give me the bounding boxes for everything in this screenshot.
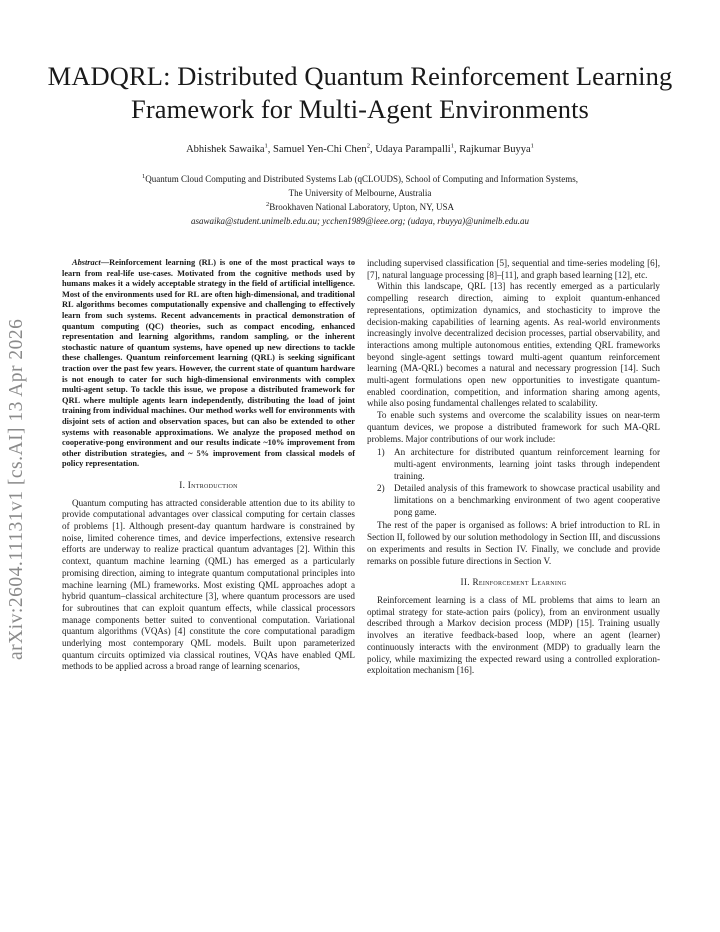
author-emails: asawaika@student.unimelb.edu.au; ycchen1989@ieee.org; (udaya, rbuyya)@unimelb.edu.au xyxy=(191,216,529,226)
abstract xyxy=(62,258,355,470)
author-affil-mark: 1 xyxy=(530,142,534,150)
contribution-list xyxy=(367,447,660,518)
paragraph: To enable such systems and overcome the scalability issues on near-term quantum devices, we propose a distributed framework for such MA-QRL problems. Major contributions of our work include: xyxy=(367,410,660,444)
list-item: 2) Detailed analysis of this framework to showcase practical usability and limitations on a benchmarking environment of two agent cooperative pong game. xyxy=(377,483,660,517)
section-heading-reinforcement-learning: II. Reinforcement Learning xyxy=(460,577,567,588)
paragraph: including supervised classification [5], sequential and time-series modeling [6], [7], natural language processing [8]–[11], and graph based learning [12], etc. xyxy=(367,258,660,280)
section-heading-introduction: I. Introduction xyxy=(179,479,238,490)
author-list: Abhishek Sawaika$^1$, Samuel Yen-Chi Chen$^2$, Udaya Parampalli$^1$, Rajkumar Buyya$^1$ xyxy=(186,142,534,155)
author-name: Abhishek Sawaika xyxy=(186,144,265,155)
author-name: Samuel Yen-Chi Chen xyxy=(273,144,367,155)
paragraph: Reinforcement learning is a class of ML problems that aims to learn an optimal strategy for state-action pairs (policy), from an environment usually described through a Markov decision process (MDP) [15]. Training usually involves an iterative feedback-based loop, where an agent (learner) continuously interacts with the environment (MDP) to gradually learn the policy, while maximizing the expected reward using a controlled exploration-exploitation mechanism [16]. xyxy=(367,594,660,676)
arxiv-stamp: arXiv:2604.11131v1 [cs.AI] 13 Apr 2026 xyxy=(6,318,27,660)
right-column xyxy=(367,258,660,677)
abstract-text: —Reinforcement learning (RL) is one of the most practical ways to learn from real-life use-cases. Motivated from the cognitive methods used by humans makes it a widely acceptable strategy in the field of artificial intelligence. Most of the environments used for RL are often high-dimensional, and traditional RL algorithms becomes computationally expensive and challenging to effectively learn from such systems. Recent advancements in practical demonstration of quantum computing (QC) theories, such as compact encoding, enhanced representation and learning algorithms, random sampling, or the inherent stochastic nature of quantum systems, have opened up new directions to tackle these challenges. Quantum reinforcement learning (QRL) is seeking significant traction over the past few years. However, the current state of quantum hardware is not enough to cater for such high-dimensional environments with complex multi-agent setup. To tackle this issue, we propose a distributed framework for QRL where multiple agents learn independently, distributing the load of joint training from individual machines. Our method works well for environments with disjoint sets of action and observation spaces, but can also be extended to other systems with reasonable approximations. We analyze the proposed method on cooperative-pong environment and our results indicate ~10% improvement from other distribution strategies, and ~ 5% improvement from classical models of policy representation. xyxy=(62,258,355,469)
affil-mark: 1 xyxy=(142,173,146,180)
affiliation-line: The University of Melbourne, Australia xyxy=(288,188,432,198)
left-column xyxy=(62,258,355,673)
author-name: Rajkumar Buyya xyxy=(459,144,531,155)
paragraph: Quantum computing has attracted considerable attention due to its ability to provide computational advantages over classical computing for certain classes of problems [1]. Although present-day quantum hardware is constrained by noise, limited coherence times, and device imperfections, extensive research efforts are underway to realize practical quantum advantages [2]. Within this context, quantum machine learning (QML) has emerged as a particularly promising direction, aiming to integrate quantum computational principles into machine learning (ML) frameworks. Most existing QML approaches adopt a hybrid quantum–classical architecture [3], where quantum processors are used for subroutines that can exploit quantum effects, while classical processors manage components better suited to conventional computation. Variational quantum algorithms (VQAs) [4] constitute the core computational paradigm underlying most contemporary QML models. Built upon parameterized quantum circuits optimized via classical routines, VQAs have enabled QML methods to be applied across a broad range of learning scenarios, xyxy=(62,497,355,672)
author-affil-mark: 2 xyxy=(366,142,370,150)
affiliation-line: $^1$Quantum Cloud Computing and Distributed Systems Lab (qCLOUDS), School of Computing and Information Systems, xyxy=(142,173,578,184)
author-affil-mark: 1 xyxy=(450,142,454,150)
list-item: 1) An architecture for distributed quantum reinforcement learning for multi-agent environments, learning joint tasks through independent training. xyxy=(377,447,660,481)
paragraph: The rest of the paper is organised as follows: A brief introduction to RL in Section II, followed by our solution methodology in Section III, and discussions on experiments and results in Section IV. Finally, we conclude and provide remarks on possible future directions in Section V. xyxy=(367,520,660,566)
paragraph: Within this landscape, QRL [13] has recently emerged as a particularly compelling research direction, aiming to exploit quantum-enhanced representations, optimization dynamics, and stochasticity to improve the decision-making capabilities of learning agents. As real-world environments increasingly involve decentralized decision processes, partial observability, and interactions among multiple autonomous entities, extending QRL frameworks beyond single-agent settings toward multi-agent quantum reinforcement learning (MA-QRL) becomes a natural and necessary progression [14]. Such multi-agent formulations open new opportunities to investigate quantum-enabled coordination, competition, and information sharing among agents, while also posing fundamental challenges related to scalability. xyxy=(367,281,660,409)
affiliation-line: $^2$Brookhaven National Laboratory, Upton, NY, USA xyxy=(266,201,454,212)
affiliations xyxy=(40,172,680,228)
author-affil-mark: 1 xyxy=(264,142,268,150)
paper-title: MADQRL: Distributed Quantum Reinforcement Learning Framework for Multi-Agent Environments xyxy=(47,61,673,124)
abstract-label: Abstract xyxy=(72,258,101,267)
affil-mark: 2 xyxy=(266,201,270,208)
author-name: Udaya Parampalli xyxy=(375,144,451,155)
